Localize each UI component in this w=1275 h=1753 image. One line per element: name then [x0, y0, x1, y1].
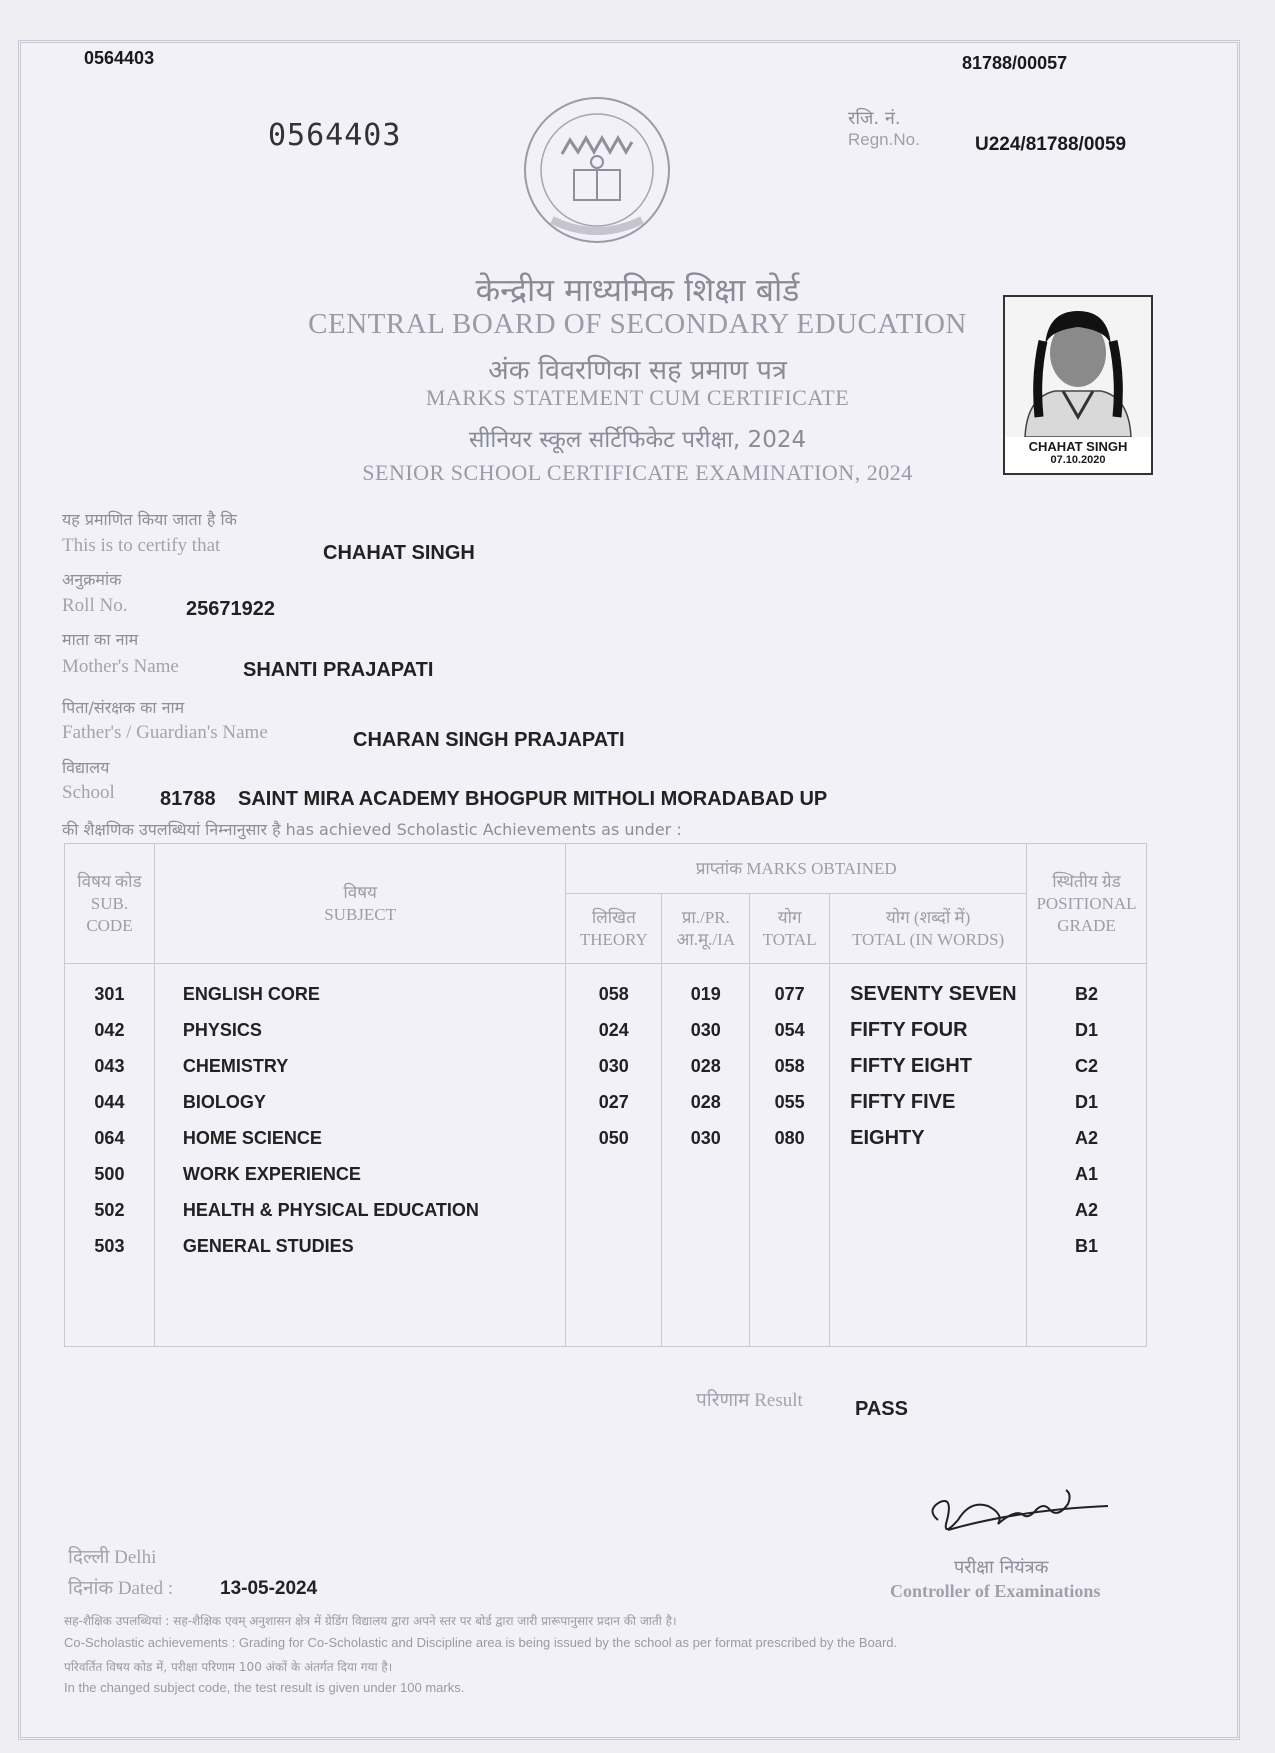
total-marks: 080: [774, 1128, 805, 1148]
header-practical-hi: प्रा./PR.: [681, 907, 730, 927]
subject-name: GENERAL STUDIES: [182, 1236, 354, 1256]
regn-number: U224/81788/0059: [975, 134, 1127, 155]
positional-grade: B1: [1074, 1236, 1098, 1256]
subject-name: CHEMISTRY: [182, 1056, 289, 1076]
subject-code: 042: [94, 1020, 125, 1040]
theory-marks: 027: [598, 1092, 629, 1112]
total-in-words: FIFTY EIGHT: [850, 1055, 973, 1077]
header-theory-hi: लिखित: [591, 907, 636, 927]
school-name: SAINT MIRA ACADEMY BHOGPUR MITHOLI MORADABAD UP: [238, 788, 828, 810]
positional-grade: A2: [1074, 1200, 1098, 1220]
header-total-hi: योग: [777, 907, 802, 927]
signature-icon: [918, 1480, 1118, 1550]
header-total-words-hi: योग (शब्दों में): [885, 907, 971, 927]
theory-marks: 024: [598, 1020, 629, 1040]
positional-grade: B2: [1074, 984, 1098, 1004]
total-in-words: EIGHTY: [850, 1127, 925, 1149]
subject-code: 044: [94, 1092, 125, 1112]
subject-code: 500: [94, 1164, 125, 1184]
roll-label-en: Roll No.: [62, 595, 128, 616]
total-column: [750, 964, 830, 1347]
header-subject-hi: विषय: [343, 882, 377, 902]
father-label-hi: पिता/संरक्षक का नाम: [62, 698, 185, 717]
practical-column: [662, 964, 750, 1347]
footnote-hi-1: सह-शैक्षिक उपलब्धियां : सह-शैक्षिक एवम् अनुशासन क्षेत्र में ग्रेडिंग विद्यालय द्वारा अपने स्तर पर बोर्ड द्वारा जारी प्रारूपानुसार प्रदान की जाती है।: [64, 1614, 677, 1628]
header-subject-en: SUBJECT: [324, 904, 397, 924]
board-title-en: CENTRAL BOARD OF SECONDARY EDUCATION: [308, 308, 967, 340]
header-sub-code-en1: SUB.: [90, 893, 129, 913]
mother-label-en: Mother's Name: [62, 656, 179, 677]
school-label-en: School: [62, 782, 115, 803]
roll-number: 25671922: [186, 598, 275, 620]
dated-label: दिनांक Dated :: [68, 1578, 174, 1599]
subject-code: 064: [94, 1128, 125, 1148]
header-sub-code: [65, 844, 155, 964]
header-practical-en: आ.मू./IA: [676, 929, 736, 949]
student-portrait-icon: [1005, 297, 1151, 437]
header-grade: [1026, 844, 1146, 964]
total-words-column: [830, 964, 1027, 1347]
total-in-words: SEVENTY SEVEN: [850, 983, 1017, 1005]
subject-name: HEALTH & PHYSICAL EDUCATION: [182, 1200, 479, 1220]
header-subject: [154, 844, 565, 964]
header-total-words: [830, 894, 1027, 964]
controller-en: Controller of Examinations: [890, 1581, 1101, 1601]
grade-column: [1026, 964, 1146, 1347]
photo-caption-name: CHAHAT SINGH: [1028, 439, 1128, 454]
header-total-words-en: TOTAL (IN WORDS): [851, 929, 1005, 949]
positional-grade: A1: [1074, 1164, 1098, 1184]
footnote-hi-2: परिवर्तित विषय कोड में, परीक्षा परिणाम 100 अंकों के अंतर्गत दिया गया है।: [64, 1660, 393, 1674]
subject-code: 502: [94, 1200, 125, 1220]
dated-value: 13-05-2024: [220, 1578, 318, 1599]
theory-marks: 030: [598, 1056, 629, 1076]
positional-grade: D1: [1074, 1092, 1098, 1112]
father-label-en: Father's / Guardian's Name: [62, 722, 268, 743]
mother-label-hi: माता का नाम: [62, 630, 139, 649]
subject-name: WORK EXPERIENCE: [182, 1164, 361, 1184]
total-in-words: FIFTY FIVE: [850, 1091, 956, 1113]
controller-hi: परीक्षा नियंत्रक: [954, 1557, 1049, 1578]
father-name: CHARAN SINGH PRAJAPATI: [353, 729, 625, 751]
header-marks-obtained: प्राप्तांक MARKS OBTAINED: [566, 844, 1027, 894]
subject-name: HOME SCIENCE: [182, 1128, 322, 1148]
statement-title-en: MARKS STATEMENT CUM CERTIFICATE: [425, 385, 850, 410]
student-photo: [1003, 295, 1153, 475]
header-total-en: TOTAL: [762, 929, 817, 949]
header-sub-code-en2: CODE: [86, 915, 133, 935]
roll-label-hi: अनुक्रमांक: [62, 570, 122, 589]
total-marks: 058: [774, 1056, 805, 1076]
school-label-hi: विद्यालय: [62, 758, 110, 777]
result-value: PASS: [855, 1398, 908, 1420]
serial-number: 0564403: [268, 118, 402, 153]
subject-code: 043: [94, 1056, 125, 1076]
practical-marks: 028: [690, 1092, 721, 1112]
header-grade-en1: POSITIONAL: [1036, 893, 1137, 913]
exam-title-hi: सीनियर स्कूल सर्टिफिकेट परीक्षा, 2024: [468, 427, 807, 453]
total-marks: 055: [774, 1092, 805, 1112]
certify-label-hi: यह प्रमाणित किया जाता है कि: [62, 510, 237, 529]
positional-grade: A2: [1074, 1128, 1098, 1148]
subject-code: 301: [94, 984, 125, 1004]
achievements-intro: की शैक्षणिक उपलब्धियां निम्नानुसार है has achieved Scholastic Achievements as under :: [62, 820, 682, 839]
header-sub-code-hi: विषय कोड: [77, 871, 142, 891]
student-name: CHAHAT SINGH: [323, 542, 475, 564]
theory-marks: 058: [598, 984, 629, 1004]
regn-label-hi: रजि. नं.: [848, 108, 901, 129]
place-label: दिल्ली Delhi: [68, 1547, 157, 1568]
board-title-hi: केन्द्रीय माध्यमिक शिक्षा बोर्ड: [475, 271, 800, 309]
practical-marks: 028: [690, 1056, 721, 1076]
top-left-number: 0564403: [84, 48, 155, 68]
total-marks: 054: [774, 1020, 805, 1040]
subject-code: 503: [94, 1236, 125, 1256]
header-grade-en2: GRADE: [1057, 915, 1116, 935]
subject-name: ENGLISH CORE: [182, 984, 320, 1004]
positional-grade: D1: [1074, 1020, 1098, 1040]
subject-column: [154, 964, 565, 1347]
subject-name: BIOLOGY: [182, 1092, 266, 1112]
total-in-words: FIFTY FOUR: [850, 1019, 968, 1041]
theory-marks: 050: [598, 1128, 629, 1148]
subject-name: PHYSICS: [182, 1020, 262, 1040]
practical-marks: 030: [690, 1128, 721, 1148]
school-code: 81788: [160, 788, 216, 810]
top-right-number: 81788/00057: [962, 53, 1068, 73]
header-practical: [662, 894, 750, 964]
marks-table: [64, 843, 1147, 1347]
practical-marks: 030: [690, 1020, 721, 1040]
result-label: परिणाम Result: [696, 1390, 803, 1411]
theory-column: [566, 964, 662, 1347]
footnote-en-1: Co-Scholastic achievements : Grading for Co-Scholastic and Discipline area is being issued by the school as per format prescribed by the Board.: [64, 1635, 898, 1650]
photo-caption-date: 07.10.2020: [1050, 454, 1106, 466]
header-theory: [566, 894, 662, 964]
mother-name: SHANTI PRAJAPATI: [243, 659, 434, 681]
practical-marks: 019: [690, 984, 721, 1004]
footnote-en-2: In the changed subject code, the test result is given under 100 marks.: [64, 1680, 465, 1695]
header-grade-hi: स्थितीय ग्रेड: [1052, 871, 1121, 891]
exam-title-en: SENIOR SCHOOL CERTIFICATE EXAMINATION, 2024: [362, 460, 913, 485]
header-total: [750, 894, 830, 964]
statement-title-hi: अंक विवरणिका सह प्रमाण पत्र: [488, 355, 787, 386]
cbse-seal-icon: [522, 92, 672, 252]
certify-label-en: This is to certify that: [62, 535, 221, 556]
positional-grade: C2: [1074, 1056, 1098, 1076]
code-column: [65, 964, 155, 1347]
total-marks: 077: [774, 984, 805, 1004]
regn-label-en: Regn.No.: [848, 130, 920, 149]
header-theory-en: THEORY: [579, 929, 648, 949]
